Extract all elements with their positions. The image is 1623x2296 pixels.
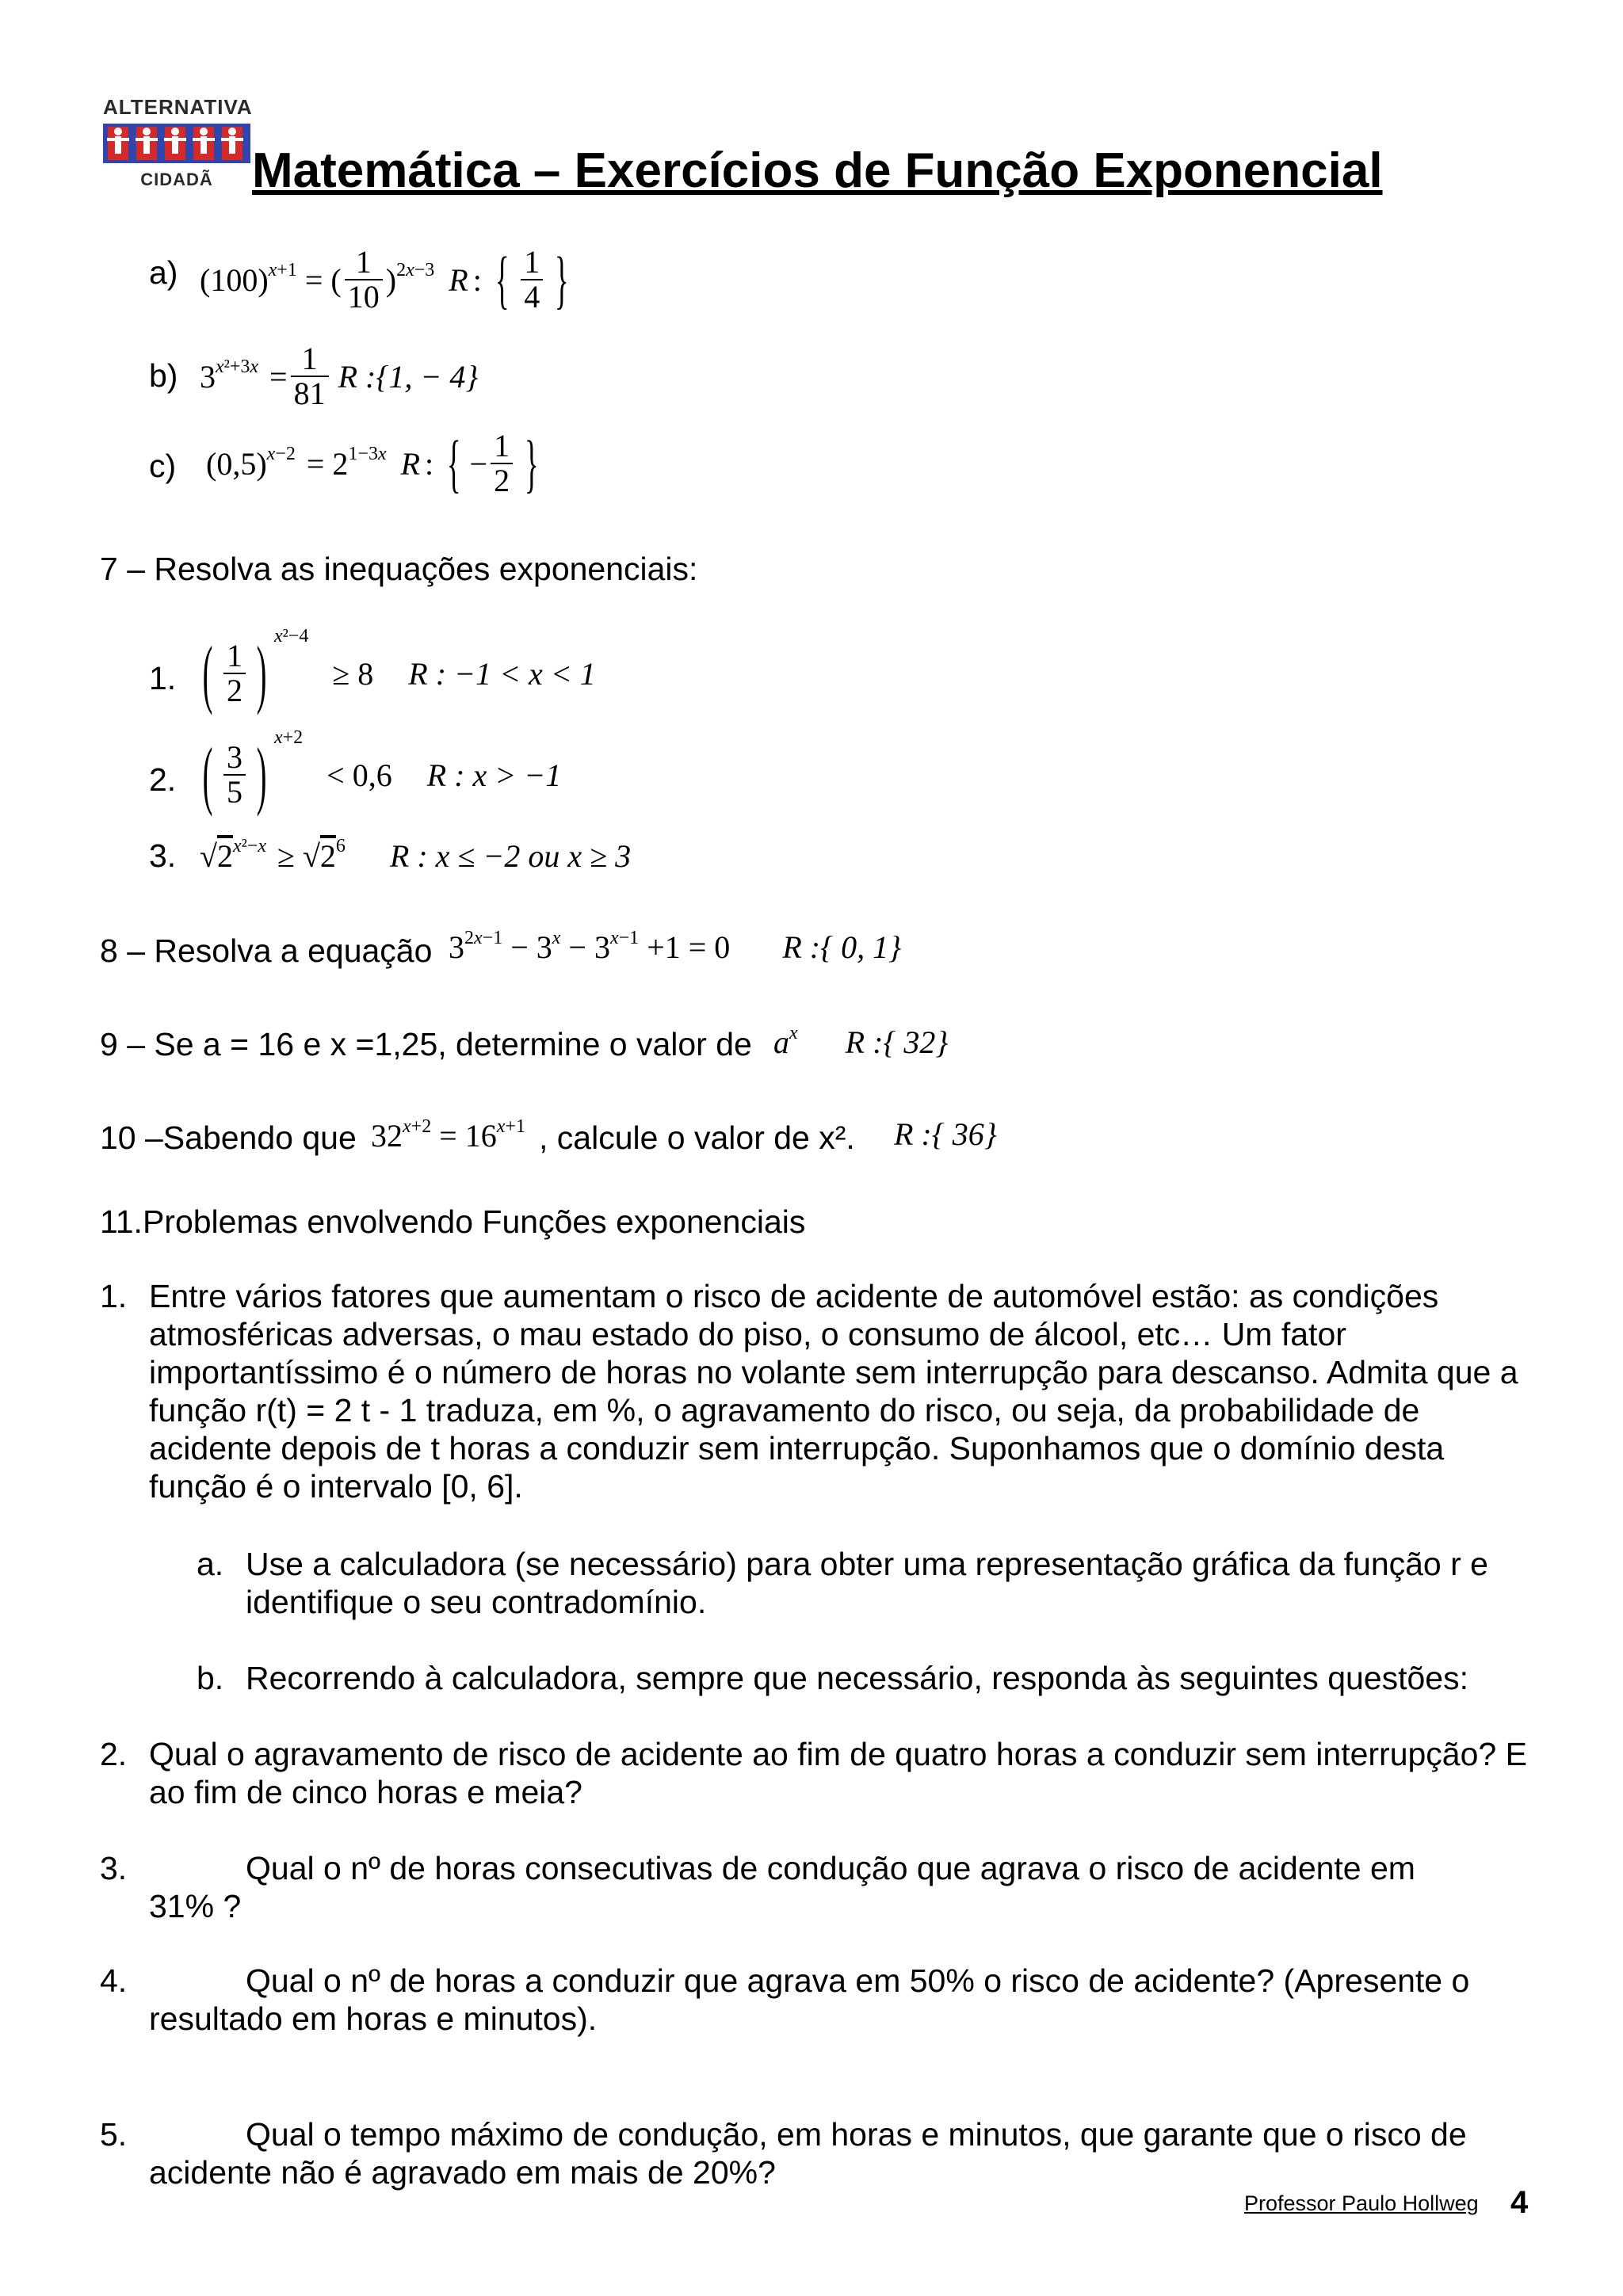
q9-text: 9 – Se a = 16 e x =1,25, determine o valor de (100, 1026, 752, 1062)
q9-answer: R :{ 32} (845, 1024, 949, 1060)
problem-5-text: Qual o tempo máximo de condução, em horas e minutos, que garante que o risco de acidente não é agravado em mais de 20%? (149, 2116, 1467, 2191)
answer-numerator: 1 (491, 429, 513, 464)
eq-item-label: a) (149, 254, 178, 291)
q11-heading: 11.Problemas envolvendo Funções exponenciais (100, 1203, 806, 1240)
eq-b-formula: $3^{x^2+3x}$ = $\frac{1}{81}$ R :{1, − 4} (200, 341, 479, 411)
problem-1-num: 1. (100, 1278, 128, 1314)
eq-item-c (149, 447, 176, 485)
problem-5-num: 5. (100, 2116, 128, 2153)
page-number: 4 (1510, 2185, 1529, 2220)
answer-numerator: 1 (521, 246, 543, 280)
page-title: Matemática – Exercícios de Função Exponencial (252, 143, 1383, 198)
q10-text-2: , calcule o valor de x². (539, 1119, 855, 1156)
q8-formula: $3^{2x-1} - 3^x - 3^{x-1} +1 = 0$ R :{ 0, 1} (449, 927, 902, 965)
problem-2-text: Qual o agravamento de risco de acidente ao fim de quatro horas a conduzir sem interrupção? E ao fim de cinco horas e meia? (149, 1736, 1527, 1810)
problem-4-text: Qual o nº de horas a conduzir que agrava em 50% o risco de acidente? (Apresente o resultado em horas e minutos). (149, 1962, 1470, 2037)
q7-item-2-label: 2. (149, 761, 177, 798)
q10-answer: R :{ 36} (894, 1116, 997, 1152)
q7-item-1-formula: ( $\frac{1}{2}$ ) $^{x ^2-4}$ ≥ 8 R : −1 < x < 1 (202, 626, 596, 715)
q10-formula: $32^{x+2} = 16^{x+1}$ (371, 1116, 525, 1154)
footer-author: Professor Paulo Hollweg (1244, 2191, 1479, 2215)
q8-text: 8 – Resolva a equação (100, 933, 433, 969)
problem-3-text: Qual o nº de horas consecutivas de condução que agrava o risco de acidente em 31% ? (149, 1850, 1415, 1924)
q7-item-3-formula: $√2^{x^2-x}$ ≥ $√2^6$ R : x ≤ −2 ou x ≥ 3 (200, 836, 632, 874)
eq-item-a (149, 254, 178, 292)
answer-denominator: 2 (494, 463, 510, 498)
subitem-b-label: b. (197, 1660, 224, 1696)
eq-a-formula: $(100)^{x+1}$ = ( $\frac{1}{10}$ )$^{2x-3}$ R : { $\frac{1}{4}$ } (200, 243, 569, 315)
subitem-a-label: a. (197, 1546, 224, 1582)
q7-item-1-label: 1. (149, 660, 177, 696)
logo-bottom-text: CIDADÃ (140, 170, 213, 189)
subitem-b-text: Recorrendo à calculadora, sempre que necessário, responda às seguintes questões: (246, 1660, 1468, 1696)
eq-item-b (149, 357, 178, 395)
problem-4-num: 4. (100, 1962, 128, 1999)
q7-item-2-answer: R : x > −1 (426, 757, 562, 793)
q7-heading: 7 – Resolva as inequações exponenciais: (100, 551, 698, 587)
problem-3-num: 3. (100, 1850, 128, 1886)
eq-b-answer: R :{1, − 4} (338, 358, 479, 395)
q7-item-2-formula: ( $\frac{3}{5}$ ) $^{x +2}$ < 0,6 R : x > −1 (202, 727, 562, 817)
q7-item-3-answer: R : x ≤ −2 ou x ≥ 3 (389, 837, 632, 874)
problem-2-num: 2. (100, 1736, 128, 1772)
q7-item-1-answer: R : −1 < x < 1 (408, 655, 596, 692)
logo-figures-icon (103, 120, 250, 166)
logo-top-text: ALTERNATIVA (103, 95, 253, 119)
eq-c-formula: $(0,5)^{x-2}$ = $2^{1-3x}$ R : { − $\frac{1}{2}$ } (206, 427, 539, 499)
q10-text: 10 –Sabendo que (100, 1119, 357, 1156)
answer-denominator: 4 (524, 279, 540, 315)
eq-item-label: b) (149, 357, 178, 394)
q8-answer: R :{ 0, 1} (782, 929, 902, 965)
q9-formula: $a^x$ R :{ 32} (773, 1022, 949, 1060)
problem-1-text: Entre vários fatores que aumentam o risco de acidente de automóvel estão: as condições atmosféricas adversas, o mau estado do piso, o consumo de álcool, etc… Um fator importantíssimo é o número de horas no volante sem interrupção para descanso. Admita que a função r(t) = 2 t - 1 traduza, em %, o agravamento do risco, ou seja, da probabilidade de acidente depois de t horas a conduzir sem interrupção. Suponhamos que o domínio desta função é o intervalo [0, 6]. (149, 1278, 1518, 1505)
logo (100, 95, 253, 190)
eq-item-label: c) (149, 448, 177, 484)
q7-item-3-label: 3. (149, 837, 177, 874)
subitem-a-text: Use a calculadora (se necessário) para obter uma representação gráfica da função r e identifique o seu contradomínio. (246, 1546, 1488, 1620)
